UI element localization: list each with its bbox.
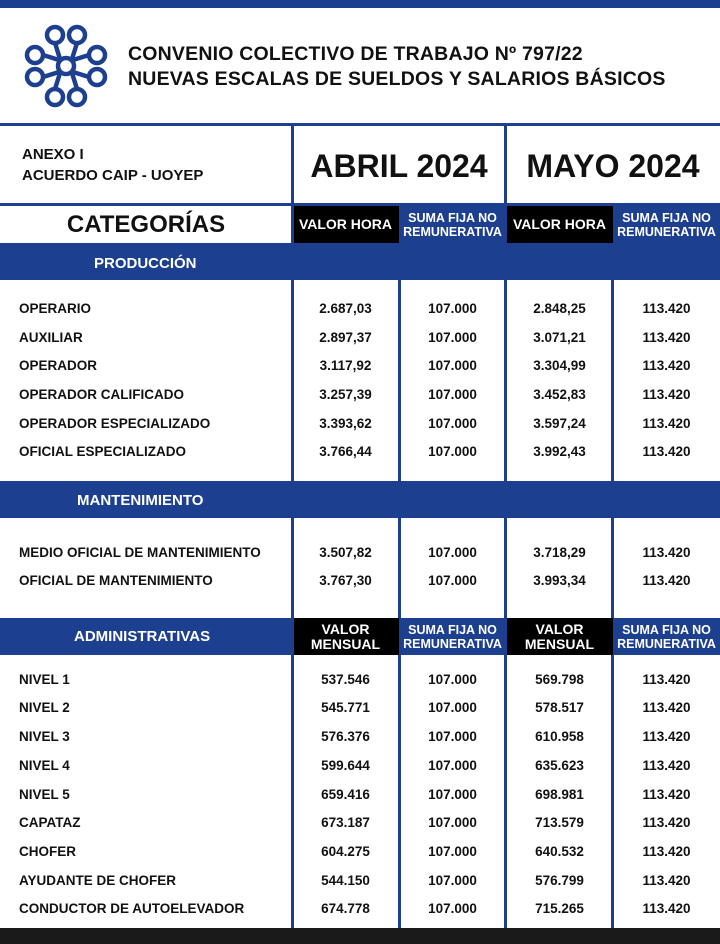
section-title-administrativas: ADMINISTRATIVAS — [74, 628, 211, 645]
col-suma-fija-abril: SUMA FIJA NO REMUNERATIVA — [399, 206, 506, 243]
abril-valor: 659.416 — [321, 787, 370, 802]
col-suma-fija-abril-admin: SUMA FIJA NO REMUNERATIVA — [399, 618, 506, 655]
bottom-border — [0, 928, 720, 944]
mayo-valor: 610.958 — [535, 729, 584, 744]
row-category: CHOFER — [19, 844, 76, 859]
abril-valor: 674.778 — [321, 901, 370, 916]
abril-suma: 107.000 — [428, 729, 477, 744]
mayo-suma: 113.420 — [642, 573, 691, 588]
abril-valor: 576.376 — [321, 729, 370, 744]
mayo-valor: 3.992,43 — [533, 444, 586, 459]
mayo-valor: 576.799 — [535, 873, 584, 888]
abril-valor: 545.771 — [321, 700, 370, 715]
abril-valor: 3.257,39 — [319, 387, 372, 402]
mayo-valor: 713.579 — [535, 815, 584, 830]
mayo-suma: 113.420 — [642, 787, 691, 802]
col-valor-mensual-abril: VALOR MENSUAL — [292, 618, 399, 655]
row-category: NIVEL 2 — [19, 700, 70, 715]
abril-suma: 107.000 — [428, 844, 477, 859]
col-valor-mensual-mayo: VALOR MENSUAL — [506, 618, 613, 655]
top-border — [0, 0, 720, 8]
mayo-suma: 113.420 — [642, 700, 691, 715]
row-category: NIVEL 1 — [19, 672, 70, 687]
abril-suma: 107.000 — [428, 815, 477, 830]
document-title-line1: CONVENIO COLECTIVO DE TRABAJO Nº 797/22 — [128, 43, 583, 65]
mayo-valor: 3.993,34 — [533, 573, 586, 588]
row-category: MEDIO OFICIAL DE MANTENIMIENTO — [19, 545, 261, 560]
union-logo-icon — [22, 22, 110, 110]
table-row — [0, 752, 720, 780]
table-row — [0, 381, 720, 409]
section-title-mantenimiento: MANTENIMIENTO — [77, 492, 204, 509]
table-row — [0, 838, 720, 866]
abril-valor: 2.687,03 — [319, 301, 372, 316]
acuerdo-label: ACUERDO CAIP - UOYEP — [22, 167, 204, 184]
table-row — [0, 867, 720, 895]
row-category: OFICIAL DE MANTENIMIENTO — [19, 573, 213, 588]
row-category: NIVEL 5 — [19, 787, 70, 802]
row-category: NIVEL 3 — [19, 729, 70, 744]
abril-suma: 107.000 — [428, 416, 477, 431]
abril-valor: 3.393,62 — [319, 416, 372, 431]
mayo-valor: 578.517 — [535, 700, 584, 715]
row-category: OFICIAL ESPECIALIZADO — [19, 444, 187, 459]
table-row — [0, 895, 720, 923]
abril-suma: 107.000 — [428, 444, 477, 459]
row-category: OPERADOR CALIFICADO — [19, 387, 184, 402]
abril-valor: 3.766,44 — [319, 444, 372, 459]
col-valor-hora-abril: VALOR HORA — [292, 206, 399, 243]
mayo-suma: 113.420 — [642, 844, 691, 859]
abril-suma: 107.000 — [428, 301, 477, 316]
abril-valor: 3.767,30 — [319, 573, 372, 588]
mayo-suma: 113.420 — [642, 873, 691, 888]
abril-suma: 107.000 — [428, 545, 477, 560]
abril-valor: 3.117,92 — [319, 358, 372, 373]
mayo-valor: 3.597,24 — [533, 416, 586, 431]
row-category: OPERADOR — [19, 358, 98, 373]
table-row — [0, 567, 720, 595]
col-suma-fija-mayo: SUMA FIJA NO REMUNERATIVA — [613, 206, 720, 243]
mayo-suma: 113.420 — [642, 416, 691, 431]
col-valor-hora-mayo: VALOR HORA — [506, 206, 613, 243]
row-category: NIVEL 4 — [19, 758, 70, 773]
table-row — [0, 295, 720, 323]
mayo-suma: 113.420 — [642, 815, 691, 830]
mayo-suma: 113.420 — [642, 729, 691, 744]
table-row — [0, 666, 720, 694]
row-category: CONDUCTOR DE AUTOELEVADOR — [19, 901, 245, 916]
abril-valor: 673.187 — [321, 815, 370, 830]
mayo-suma: 113.420 — [642, 301, 691, 316]
mayo-valor: 715.265 — [535, 901, 584, 916]
mayo-valor: 2.848,25 — [533, 301, 586, 316]
row-category: CAPATAZ — [19, 815, 81, 830]
abril-valor: 599.644 — [321, 758, 370, 773]
abril-suma: 107.000 — [428, 387, 477, 402]
mayo-valor: 3.071,21 — [533, 330, 586, 345]
mayo-valor: 3.452,83 — [533, 387, 586, 402]
row-category: AYUDANTE DE CHOFER — [19, 873, 177, 888]
abril-suma: 107.000 — [428, 787, 477, 802]
mayo-suma: 113.420 — [642, 901, 691, 916]
table-row — [0, 438, 720, 466]
abril-valor: 2.897,37 — [319, 330, 372, 345]
abril-suma: 107.000 — [428, 873, 477, 888]
categorias-heading: CATEGORÍAS — [66, 211, 226, 238]
mayo-valor: 640.532 — [535, 844, 584, 859]
table-row — [0, 410, 720, 438]
mayo-suma: 113.420 — [642, 387, 691, 402]
abril-suma: 107.000 — [428, 758, 477, 773]
abril-valor: 537.546 — [321, 672, 370, 687]
mayo-suma: 113.420 — [642, 358, 691, 373]
mayo-valor: 3.718,29 — [533, 545, 586, 560]
table-row — [0, 539, 720, 567]
mayo-valor: 3.304,99 — [533, 358, 586, 373]
mayo-suma: 113.420 — [642, 545, 691, 560]
table-row — [0, 694, 720, 722]
abril-suma: 107.000 — [428, 330, 477, 345]
mayo-valor: 635.623 — [535, 758, 584, 773]
abril-valor: 3.507,82 — [319, 545, 372, 560]
mayo-valor: 698.981 — [535, 787, 584, 802]
document-title-line2: NUEVAS ESCALAS DE SUELDOS Y SALARIOS BÁSICOS — [128, 68, 666, 90]
mayo-suma: 113.420 — [642, 758, 691, 773]
abril-suma: 107.000 — [428, 573, 477, 588]
table-row — [0, 723, 720, 751]
abril-valor: 604.275 — [321, 844, 370, 859]
abril-suma: 107.000 — [428, 901, 477, 916]
header-divider — [0, 123, 720, 126]
abril-suma: 107.000 — [428, 700, 477, 715]
mayo-suma: 113.420 — [642, 672, 691, 687]
abril-suma: 107.000 — [428, 672, 477, 687]
abril-suma: 107.000 — [428, 358, 477, 373]
anexo-label: ANEXO I — [22, 146, 84, 163]
month-abril: ABRIL 2024 — [310, 148, 488, 184]
row-category: AUXILIAR — [19, 330, 83, 345]
row-category: OPERADOR ESPECIALIZADO — [19, 416, 211, 431]
mayo-suma: 113.420 — [642, 444, 691, 459]
table-row — [0, 324, 720, 352]
table-row — [0, 352, 720, 380]
mayo-suma: 113.420 — [642, 330, 691, 345]
abril-valor: 544.150 — [321, 873, 370, 888]
month-mayo: MAYO 2024 — [526, 148, 700, 184]
table-row — [0, 809, 720, 837]
section-title-produccion: PRODUCCIÓN — [94, 255, 197, 272]
row-category: OPERARIO — [19, 301, 92, 316]
table-row — [0, 781, 720, 809]
mayo-valor: 569.798 — [535, 672, 584, 687]
col-suma-fija-mayo-admin: SUMA FIJA NO REMUNERATIVA — [613, 618, 720, 655]
